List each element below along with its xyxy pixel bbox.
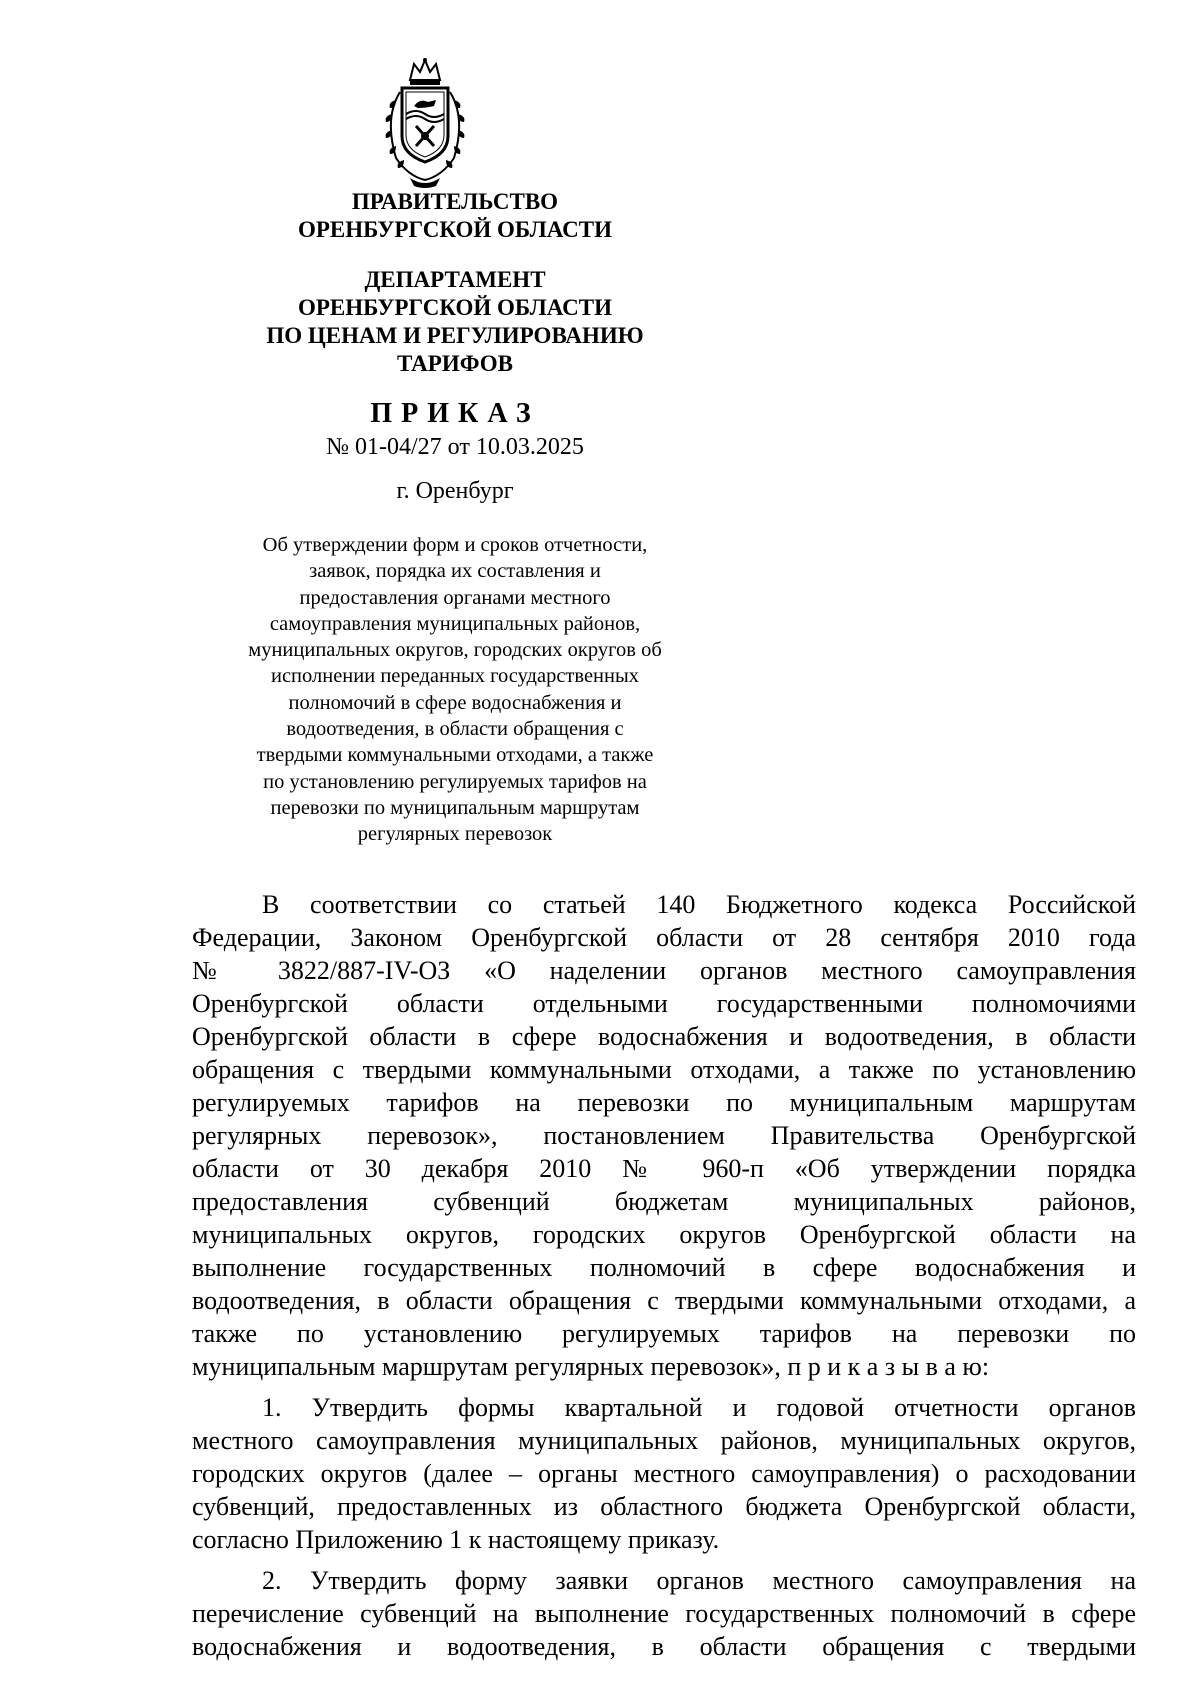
subject-line: перевозки по муниципальным маршрутам — [270, 796, 640, 819]
body-line: местного самоуправления муниципальных районов, муниципальных округов, — [192, 1426, 1136, 1455]
body-line: водоотведения, в области обращения с твердыми коммунальными отходами, а — [192, 1286, 1136, 1315]
body-line: В соответствии со статьей 140 Бюджетного кодекса Российской — [262, 890, 1136, 919]
body-line: субвенций, предоставленных из областного бюджета Оренбургской области, — [192, 1492, 1136, 1521]
subject-line: исполнении переданных государственных — [270, 665, 640, 688]
preamble-paragraph — [192, 888, 1136, 1383]
government-line: ОРЕНБУРГСКОЙ ОБЛАСТИ — [297, 217, 613, 242]
subject-line: водоотведения, в области обращения с — [286, 718, 624, 741]
body-line: муниципальных округов, городских округов Оренбургской области на — [192, 1220, 1136, 1249]
order-city: г. Оренбург — [396, 478, 514, 504]
government-name — [230, 188, 680, 244]
department-line: ТАРИФОВ — [396, 351, 513, 376]
body-line: выполнение государственных полномочий в сфере водоснабжения и — [192, 1253, 1136, 1282]
subject-line: полномочий в сфере водоснабжения и — [288, 691, 622, 714]
subject-line: регулярных перевозок — [357, 823, 553, 846]
subject-line: муниципальных округов, городских округов об — [248, 639, 662, 662]
order-number: № 01-04/27 от 10.03.2025 — [326, 434, 584, 460]
body-line: также по установлению регулируемых тарифов на перевозки по — [192, 1319, 1136, 1348]
body-line: Оренбургской области в сфере водоснабжения и водоотведения, в области — [192, 1022, 1136, 1051]
government-line: ПРАВИТЕЛЬСТВО — [351, 189, 559, 214]
department-line: ДЕПАРТАМЕНТ — [364, 267, 546, 292]
order-subject — [210, 532, 700, 848]
subject-line: самоуправления муниципальных районов, — [269, 612, 641, 635]
orenburg-coat-of-arms-icon — [370, 58, 480, 190]
department-name — [230, 266, 680, 378]
body-line: № 3822/887-IV-ОЗ «О наделении органов местного самоуправления — [192, 956, 1136, 985]
department-line: ОРЕНБУРГСКОЙ ОБЛАСТИ — [297, 295, 613, 320]
body-line: водоснабжения и водоотведения, в области обращения с твердыми — [192, 1632, 1136, 1661]
subject-line: по установлению регулируемых тарифов на — [263, 770, 647, 793]
body-line: городских округов (далее – органы местного самоуправления) о расходовании — [192, 1459, 1136, 1488]
body-line: предоставления субвенций бюджетам муниципальных районов, — [192, 1187, 1136, 1216]
item-1-paragraph — [192, 1391, 1136, 1556]
body-line: 2. Утвердить форму заявки органов местного самоуправления на — [262, 1566, 1136, 1595]
body-line: регулярных перевозок», постановлением Правительства Оренбургской — [192, 1121, 1136, 1150]
subject-line: заявок, порядка их составления и — [309, 560, 601, 583]
body-line: обращения с твердыми коммунальными отходами, а также по установлению — [192, 1055, 1136, 1084]
body-line: согласно Приложению 1 к настоящему приказу. — [192, 1525, 720, 1554]
body-line: муниципальным маршрутам регулярных перевозок», п р и к а з ы в а ю: — [192, 1352, 990, 1381]
item-2-paragraph — [192, 1564, 1136, 1663]
body-line: Оренбургской области отдельными государственными полномочиями — [192, 989, 1136, 1018]
order-body — [192, 888, 1136, 1663]
body-line: 1. Утвердить формы квартальной и годовой отчетности органов — [262, 1393, 1136, 1422]
body-line: Федерации, Законом Оренбургской области от 28 сентября 2010 года — [192, 923, 1136, 952]
body-line: перечисление субвенций на выполнение государственных полномочий в сфере — [192, 1599, 1136, 1628]
body-line: области от 30 декабря 2010 № 960-п «Об утверждении порядка — [192, 1154, 1136, 1183]
department-line: ПО ЦЕНАМ И РЕГУЛИРОВАНИЮ — [266, 323, 644, 348]
body-line: регулируемых тарифов на перевозки по муниципальным маршрутам — [192, 1088, 1136, 1117]
subject-line: предоставления органами местного — [299, 586, 611, 609]
subject-line: твердыми коммунальными отходами, а также — [256, 744, 654, 767]
subject-line: Об утверждении форм и сроков отчетности, — [262, 534, 648, 556]
order-title: ПРИКАЗ — [370, 398, 540, 429]
